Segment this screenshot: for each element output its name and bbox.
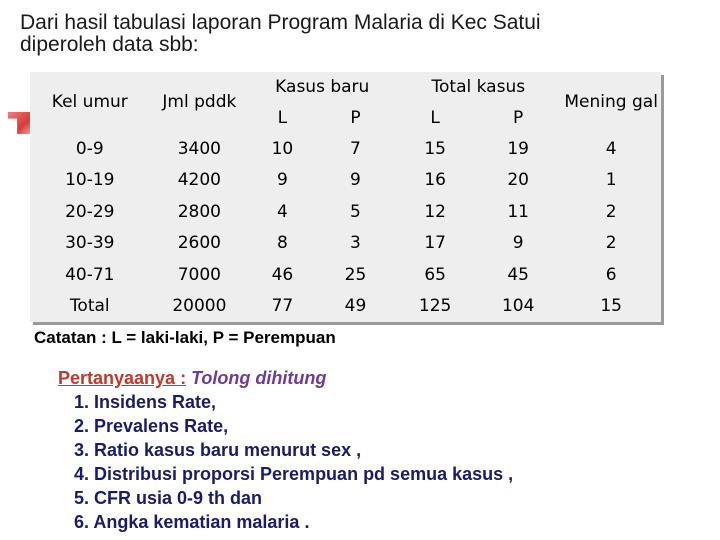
cell-kasus-baru-p: 7: [350, 138, 361, 159]
header-total-kasus: Total kasus: [431, 77, 526, 98]
cell-kel-umur: 10-19: [65, 170, 115, 191]
cell-total-kasus-l: 15: [424, 138, 446, 159]
cell-kasus-baru-p: 5: [350, 201, 361, 222]
data-table: [30, 72, 661, 322]
header-meninggal: Mening gal: [564, 92, 658, 113]
cell-kasus-baru-l: 10: [271, 138, 294, 159]
cell-kel-umur: Total: [69, 296, 110, 317]
table-row: [30, 259, 661, 291]
table-row: [30, 164, 661, 196]
cell-jml-pddk: 20000: [172, 296, 227, 317]
cell-meninggal: 1: [605, 170, 617, 191]
header-total-kasus-p: P: [513, 107, 524, 128]
header-jml-pddk: Jml pddk: [162, 92, 237, 113]
table-row: [30, 227, 661, 259]
cell-kasus-baru-l: 8: [276, 233, 288, 254]
cell-jml-pddk: 4200: [177, 170, 221, 191]
header-total-kasus-l: L: [430, 107, 440, 128]
questions-list: [58, 390, 708, 534]
cell-meninggal: 2: [605, 201, 617, 222]
cell-total-kasus-l: 17: [424, 233, 446, 254]
cell-total-kasus-l: 12: [424, 201, 446, 222]
list-item: 6. Angka kematian malaria .: [74, 512, 310, 532]
table-row: [30, 133, 661, 165]
cell-total-kasus-p: 20: [507, 170, 529, 191]
cell-jml-pddk: 2800: [177, 201, 221, 222]
cell-total-kasus-p: 9: [512, 233, 524, 254]
cell-kasus-baru-p: 3: [350, 233, 361, 254]
list-item: 1. Insidens Rate,: [74, 392, 217, 412]
cell-kasus-baru-l: 4: [276, 201, 288, 222]
cell-meninggal: 6: [605, 264, 617, 285]
cell-jml-pddk: 2600: [177, 233, 221, 254]
cell-kasus-baru-p: 9: [350, 170, 361, 191]
cell-total-kasus-l: 65: [424, 264, 446, 285]
cell-total-kasus-l: 125: [418, 296, 452, 317]
header-kasus-baru-l: L: [277, 107, 288, 128]
cell-kel-umur: 30-39: [65, 233, 115, 254]
questions-heading-label: Pertanyaanya :: [58, 368, 187, 388]
cell-meninggal: 4: [605, 138, 617, 159]
cell-jml-pddk: 7000: [177, 264, 221, 285]
header-kasus-baru: Kasus baru: [275, 77, 370, 98]
cell-kel-umur: 20-29: [65, 201, 115, 222]
header-kel-umur: Kel umur: [51, 92, 128, 113]
cell-kel-umur: 40-71: [65, 264, 115, 285]
table-total-row: [30, 290, 661, 322]
cell-jml-pddk: 3400: [177, 138, 221, 159]
cell-kasus-baru-l: 77: [271, 296, 294, 317]
malaria-data-table: [30, 72, 661, 322]
header-kasus-baru-p: P: [350, 107, 361, 128]
questions-heading-instruction: Tolong dihitung: [191, 368, 327, 388]
cell-total-kasus-l: 16: [424, 170, 446, 191]
title-line-1: Dari hasil tabulasi laporan Program Malaria di Kec Satui: [20, 11, 541, 34]
cell-kasus-baru-l: 46: [271, 264, 294, 285]
cell-total-kasus-p: 11: [507, 201, 529, 222]
cell-total-kasus-p: 45: [507, 264, 529, 285]
slide-title: [20, 12, 700, 56]
cell-kasus-baru-l: 9: [276, 170, 288, 191]
cell-meninggal: 2: [605, 233, 617, 254]
table-header-row-1: [30, 72, 661, 102]
list-item: 3. Ratio kasus baru menurut sex ,: [74, 440, 362, 460]
title-line-2: diperoleh data sbb:: [20, 33, 199, 56]
cell-kasus-baru-p: 25: [344, 264, 367, 285]
cell-total-kasus-p: 19: [507, 138, 529, 159]
list-item: 4. Distribusi proporsi Perempuan pd semua kasus ,: [74, 464, 514, 484]
cell-meninggal: 15: [600, 296, 622, 317]
cell-kel-umur: 0-9: [75, 138, 104, 159]
table-note: Catatan : L = laki-laki, P = Perempuan: [34, 328, 336, 347]
list-item: 2. Prevalens Rate,: [74, 416, 229, 436]
questions-heading: [58, 366, 708, 390]
cell-kasus-baru-p: 49: [344, 296, 367, 317]
table-row: [30, 196, 661, 228]
cell-total-kasus-p: 104: [501, 296, 535, 317]
questions-block: [58, 366, 708, 534]
list-item: 5. CFR usia 0-9 th dan: [74, 488, 263, 508]
